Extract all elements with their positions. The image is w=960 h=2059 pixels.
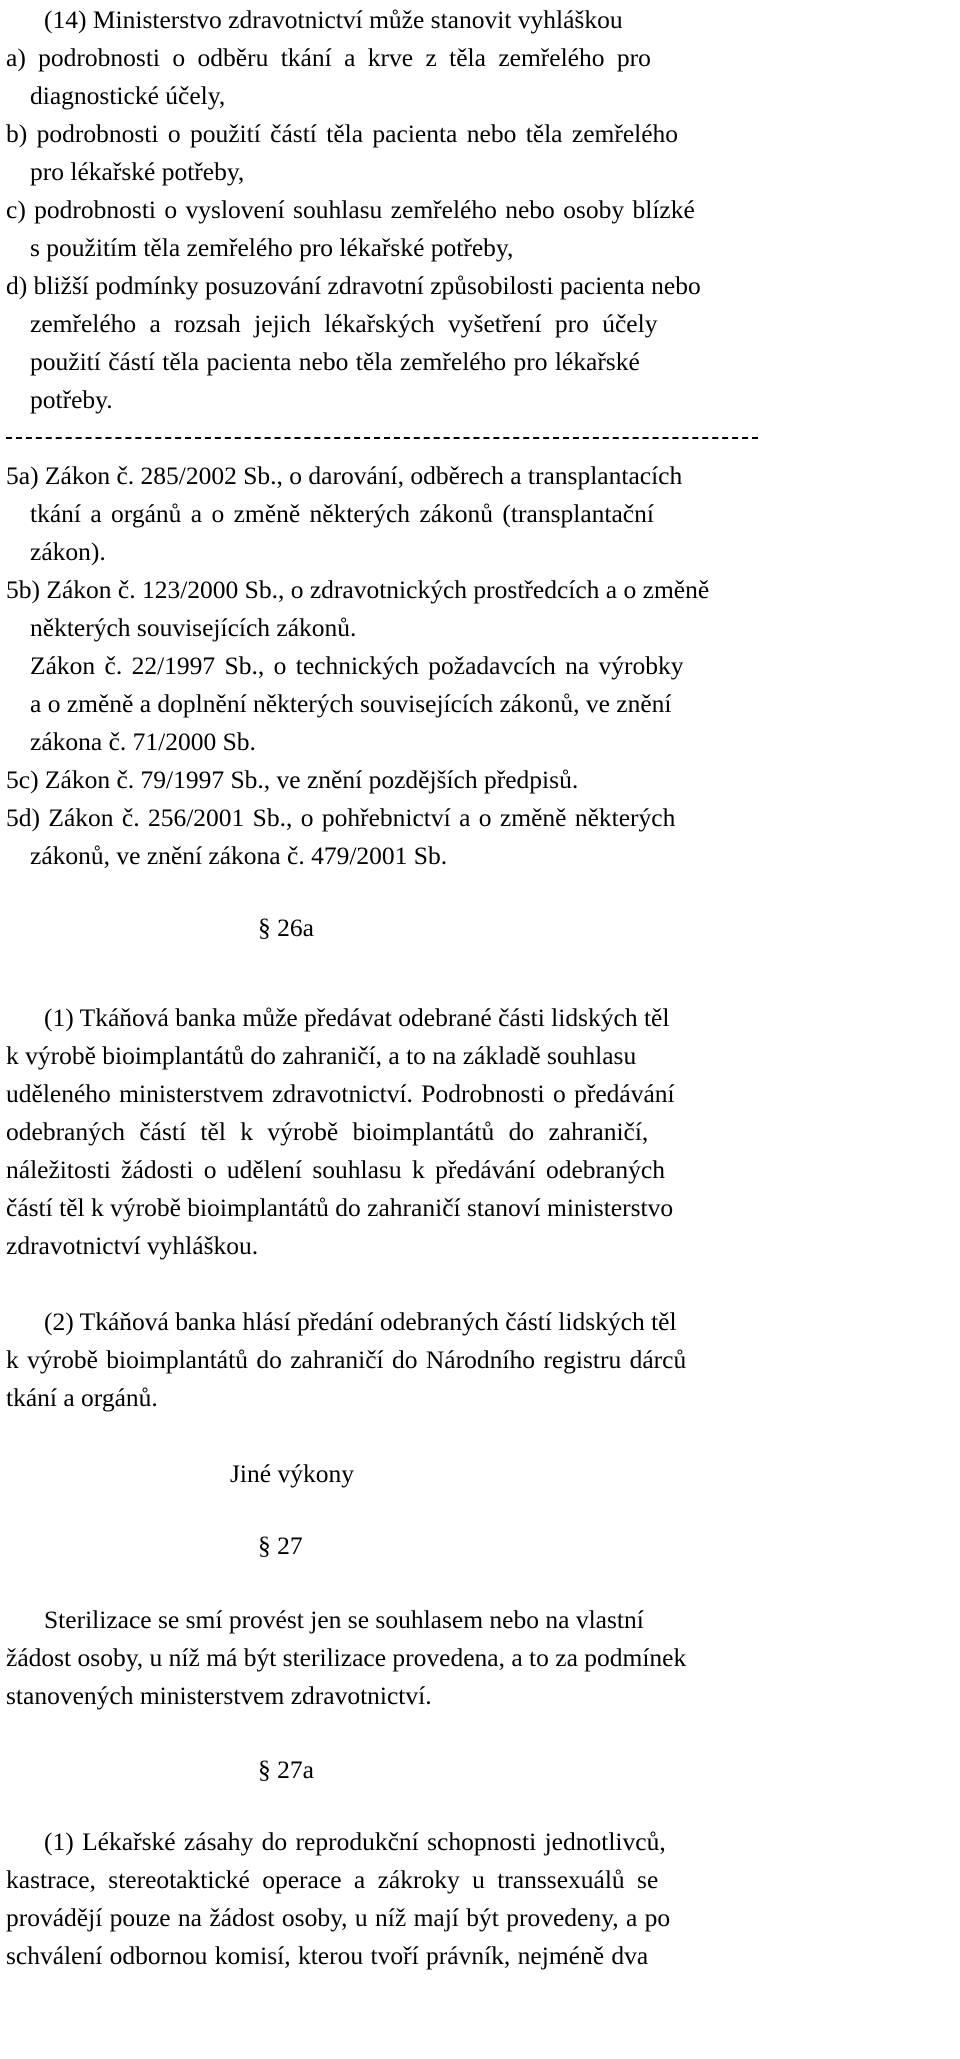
section-26a-p1-line3: uděleného ministerstvem zdravotnictví. Podrobnosti o předávání	[6, 1079, 675, 1108]
item14-d-line1: d) bližší podmínky posuzování zdravotní způsobilosti pacienta nebo	[6, 271, 701, 300]
footnote-5b-line4: a o změně a doplnění některých souvisejících zákonů, ve znění	[30, 689, 672, 718]
section-26a-p1-line5: náležitosti žádosti o udělení souhlasu k předávání odebraných	[6, 1155, 665, 1184]
section-27-line1: Sterilizace se smí provést jen se souhlasem nebo na vlastní	[44, 1605, 644, 1634]
section-26a-p2-line3: tkání a orgánů.	[6, 1383, 158, 1412]
section-27a-heading: § 27a	[258, 1755, 314, 1784]
footnote-5d-line1: 5d) Zákon č. 256/2001 Sb., o pohřebnictví a o změně některých	[6, 803, 676, 832]
section-26a-p2-line1: (2) Tkáňová banka hlásí předání odebraných částí lidských těl	[44, 1307, 677, 1336]
item14-intro: (14) Ministerstvo zdravotnictví může stanovit vyhláškou	[44, 5, 623, 34]
section-27a-p1-line3: provádějí pouze na žádost osoby, u níž mají být provedeny, a po	[6, 1903, 671, 1932]
item14-c-line1: c) podrobnosti o vyslovení souhlasu zemřelého nebo osoby blízké	[6, 195, 695, 224]
footnote-5b-line1: 5b) Zákon č. 123/2000 Sb., o zdravotnických prostředcích a o změně	[6, 575, 710, 604]
section-26a-p1-line4: odebraných částí těl k výrobě bioimplantátů do zahraničí,	[6, 1117, 649, 1146]
section-26a-p1-line6: částí těl k výrobě bioimplantátů do zahraničí stanoví ministerstvo	[6, 1193, 674, 1222]
footnote-5b-line5: zákona č. 71/2000 Sb.	[30, 727, 256, 756]
footnote-5a-line3: zákon).	[30, 537, 106, 566]
section-26a-heading: § 26a	[258, 913, 314, 942]
footnote-5c-line1: 5c) Zákon č. 79/1997 Sb., ve znění pozdějších předpisů.	[6, 765, 579, 794]
item14-a-line1: a) podrobnosti o odběru tkání a krve z těla zemřelého pro	[6, 43, 651, 72]
item14-b-line2: pro lékařské potřeby,	[30, 157, 245, 186]
section-26a-p1-line1: (1) Tkáňová banka může předávat odebrané části lidských těl	[44, 1003, 670, 1032]
section-27a-p1-line4: schválení odbornou komisí, kterou tvoří právník, nejméně dva	[6, 1941, 649, 1970]
footnote-5d-line2: zákonů, ve znění zákona č. 479/2001 Sb.	[30, 841, 448, 870]
footnote-5a-line1: 5a) Zákon č. 285/2002 Sb., o darování, odběrech a transplantacích	[6, 461, 683, 490]
section-27a-p1-line1: (1) Lékařské zásahy do reprodukční schopnosti jednotlivců,	[44, 1827, 666, 1856]
footnote-5b-line3: Zákon č. 22/1997 Sb., o technických požadavcích na výrobky	[30, 651, 684, 680]
section-26a-p1-line7: zdravotnictví vyhláškou.	[6, 1231, 259, 1260]
footnote-5b-line2: některých souvisejících zákonů.	[30, 613, 357, 642]
item14-d-line2: zemřelého a rozsah jejich lékařských vyšetření pro účely	[30, 309, 658, 338]
item14-d-line4: potřeby.	[30, 385, 113, 414]
subtitle-other-procedures: Jiné výkony	[230, 1459, 354, 1488]
section-26a-p1-line2: k výrobě bioimplantátů do zahraničí, a to na základě souhlasu	[6, 1041, 637, 1070]
section-27-heading: § 27	[258, 1531, 303, 1560]
footnote-5a-line2: tkání a orgánů a o změně některých zákonů (transplantační	[30, 499, 654, 528]
footnote-separator-text	[6, 424, 758, 450]
section-27a-p1-line2: kastrace, stereotaktické operace a zákroky u transsexuálů se	[6, 1865, 659, 1894]
item14-b-line1: b) podrobnosti o použití částí těla pacienta nebo těla zemřelého	[6, 119, 679, 148]
section-26a-p2-line2: k výrobě bioimplantátů do zahraničí do Národního registru dárců	[6, 1345, 687, 1374]
item14-c-line2: s použitím těla zemřelého pro lékařské potřeby,	[30, 233, 514, 262]
section-27-line2: žádost osoby, u níž má být sterilizace provedena, a to za podmínek	[6, 1643, 687, 1672]
item14-d-line3: použití částí těla pacienta nebo těla zemřelého pro lékařské	[30, 347, 640, 376]
item14-a-line2: diagnostické účely,	[30, 81, 226, 110]
section-27-line3: stanovených ministerstvem zdravotnictví.	[6, 1681, 432, 1710]
